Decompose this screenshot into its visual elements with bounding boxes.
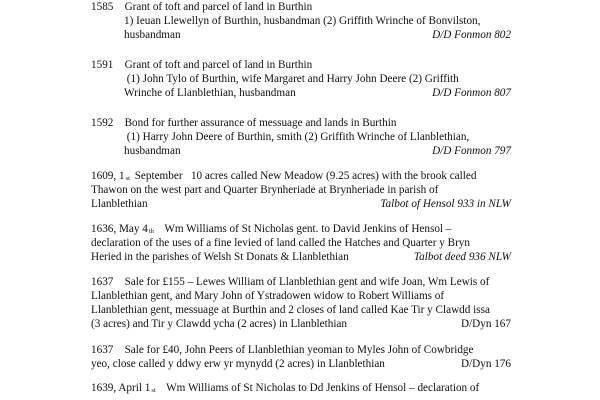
entry-title: 10 acres called New Meadow (9.25 acres) with the brook called [190, 170, 477, 182]
entry-line [91, 236, 511, 250]
entry-date: 1609, 1 [91, 170, 125, 182]
entry-line [91, 14, 511, 28]
entry-text: yeo, close called y ddwy erw yr mynydd (2 acres) in Llanblethian [91, 358, 385, 370]
entry-text: Llanblethian [91, 198, 148, 210]
entry-line [91, 72, 511, 86]
entry-text: (1) Harry John Deere of Burthin, smith (2) Griffith Wrinche of Llanblethian, [124, 131, 470, 143]
entry-title: Sale for £40, John Peers of Llanblethian yeoman to Myles John of Cowbridge [124, 344, 474, 356]
entry-title: Sale for £155 – Lewes William of Llanblethian gent and wife Joan, Wm Lewis of [124, 276, 490, 288]
archive-reference: D/D Fonmon 802 [432, 29, 511, 41]
deed-entry [91, 222, 511, 264]
archive-reference: D/Dyn 176 [460, 358, 511, 370]
entry-line [91, 116, 511, 130]
entry-line [91, 0, 511, 14]
deed-entry [91, 381, 511, 395]
date-ordinal: st [151, 387, 156, 394]
archive-reference: D/D Fonmon 807 [432, 87, 511, 99]
entry-text: husbandman [124, 29, 181, 41]
entry-text: Llanblethian gent, messuage at Burthin and 2 closes of land called Kae Tir y Clawdd issa [91, 304, 490, 316]
archive-reference: Talbot deed 936 NLW [413, 251, 511, 263]
deed-entry [91, 275, 511, 331]
deed-entry [91, 343, 511, 371]
deed-entry [91, 116, 511, 158]
deed-entry [91, 58, 511, 100]
date-ordinal: st [125, 175, 130, 182]
entry-title: Wm Williams of St Nicholas gent. to David Jenkins of Hensol – [164, 223, 452, 235]
entry-year: 1585 [91, 1, 114, 13]
entry-text: 1) Ieuan Llewellyn of Burthin, husbandman (2) Griffith Wrinche of Bonvilston, [124, 15, 481, 27]
entry-date: 1636, May 4 [91, 223, 148, 235]
entry-line [91, 197, 511, 211]
archive-reference: D/D Fonmon 797 [432, 145, 511, 157]
archive-reference: Talbot of Hensol 933 in NLW [380, 198, 511, 210]
entry-line [91, 169, 511, 183]
entry-line [91, 357, 511, 371]
entry-title: Wm Williams of St Nicholas to Dd Jenkins of Hensol – declaration of [166, 382, 480, 394]
entry-text: declaration of the uses of a fine levied of land called the Hatches and Quarter y Bryn [91, 237, 470, 249]
entry-line [91, 222, 511, 236]
archive-reference: D/Dyn 167 [460, 318, 511, 330]
entry-line [91, 303, 511, 317]
entry-text: (1) John Tylo of Burthin, wife Margaret and Harry John Deere (2) Griffith [124, 73, 459, 85]
entry-date-month: September [131, 170, 183, 182]
entry-line [91, 86, 511, 100]
entry-title: Bond for further assurance of messuage and lands in Burthin [124, 117, 397, 129]
deed-entry [91, 0, 511, 42]
entry-text: Thawon on the west part and Quarter Brynheriade at Brynheriade in parish of [91, 184, 439, 196]
entry-text: Heried in the parishes of Welsh St Donats & Llanblethian [91, 251, 349, 263]
entry-line [91, 289, 511, 303]
entry-line [91, 381, 511, 395]
entry-line [91, 250, 511, 264]
entry-title: Grant of toft and parcel of land in Burthin [124, 59, 313, 71]
entry-line [91, 58, 511, 72]
entry-date: 1639, April 1 [91, 382, 151, 394]
entry-line [91, 28, 511, 42]
date-ordinal: th [148, 228, 154, 235]
entry-year: 1637 [91, 344, 114, 356]
entry-text: husbandman [124, 145, 181, 157]
entry-year: 1591 [91, 59, 114, 71]
entry-text: Wrinche of Llanblethian, husbandman [124, 87, 296, 99]
entry-line [91, 317, 511, 331]
entry-text: Llanblethian gent, and Mary John of Ystradowen widow to Robert Williams of [91, 290, 445, 302]
entry-line [91, 275, 511, 289]
entry-text: (3 acres) and Tir y Clawdd ycha (2 acres) in Llanblethian [91, 318, 347, 330]
entry-line [91, 343, 511, 357]
entry-title: Grant of toft and parcel of land in Burthin [124, 1, 313, 13]
entry-line [91, 144, 511, 158]
entry-line [91, 130, 511, 144]
entry-year: 1592 [91, 117, 114, 129]
entry-line [91, 183, 511, 197]
deed-entry [91, 169, 511, 211]
entry-year: 1637 [91, 276, 114, 288]
